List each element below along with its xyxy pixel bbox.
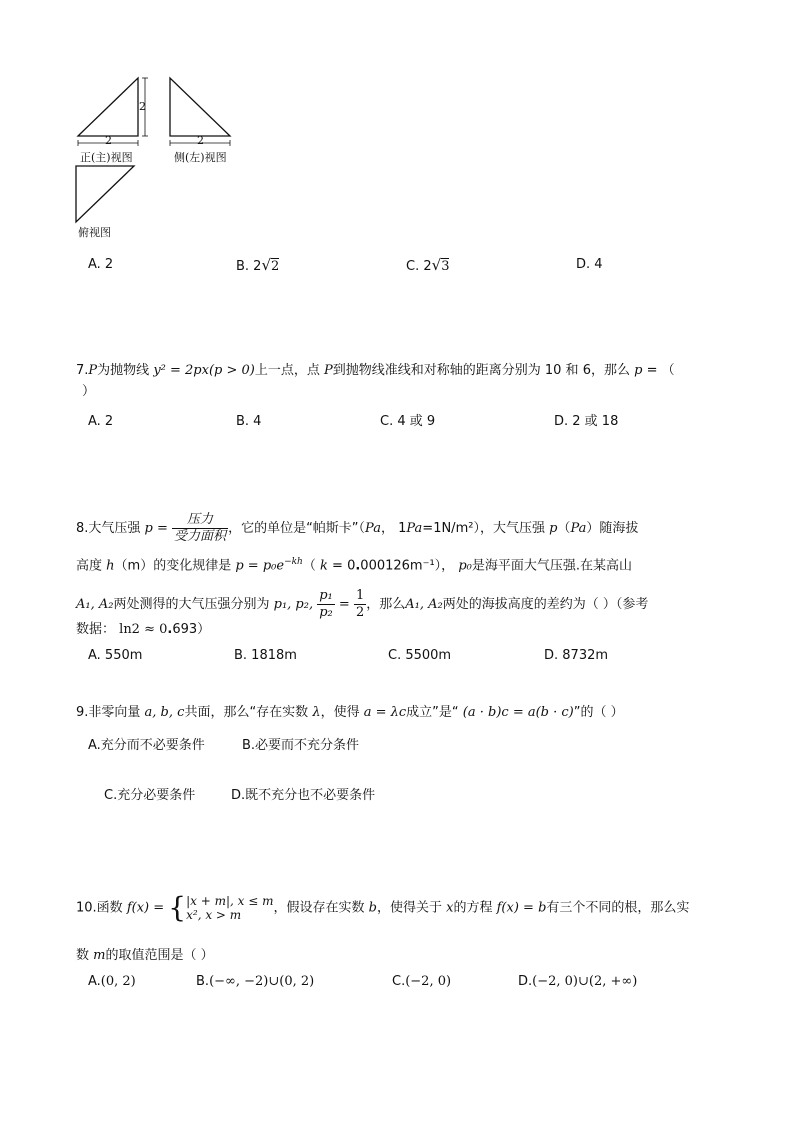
- q8-p0: p₀: [458, 558, 472, 574]
- q8-l2-text-e: 000126m⁻¹），: [360, 558, 455, 574]
- q8-pressure-fraction: [172, 512, 228, 545]
- q6-option-c-radicand: 3: [441, 259, 450, 274]
- q7-option-a: A. 2: [88, 414, 114, 429]
- q8-ratio-den: p₂: [319, 605, 333, 620]
- q10-equation: f(x) = b: [496, 900, 547, 916]
- q9-stem: [76, 705, 624, 721]
- q9-text-3: ，使得: [320, 705, 360, 720]
- q8-a1a2-2: A₁, A₂: [405, 597, 443, 612]
- q8-l2-text-a: 高度: [76, 558, 103, 574]
- q6-option-c: [406, 257, 449, 275]
- q10-option-a-prefix: A.: [88, 974, 101, 989]
- q7-text-3: 到抛物线准线和对称轴的距离分别为 10 和 6，那么: [332, 363, 630, 378]
- q10-case-1: |x + m|, x ≤ m: [186, 894, 274, 908]
- q7-point-p: P: [88, 363, 98, 378]
- q9-option-d: D.既不充分也不必要条件: [231, 788, 376, 803]
- q8-ratio-fraction: [317, 588, 335, 621]
- q10-fx: f(x) =: [126, 900, 165, 916]
- q8-stem-line4: [76, 622, 210, 638]
- q8-ratio-num: p₁: [319, 588, 333, 603]
- q10-text-5: 有三个不同的根，那么实: [546, 900, 690, 916]
- q8-l3-text-e: 两处的海拔高度的差约为（ ）（参考: [442, 597, 649, 612]
- q7-text-1: 为抛物线: [97, 363, 150, 378]
- q6-option-c-prefix: C. 2: [406, 259, 432, 274]
- q8-text-2: ，它的单位是“帕斯卡”（: [228, 521, 366, 536]
- q10-var-m: m: [93, 948, 106, 963]
- q6-sqrt-symbol: √: [261, 256, 272, 274]
- top-view-triangle: [76, 166, 134, 222]
- q10-option-c-prefix: C.: [392, 974, 406, 989]
- q8-exponent: −kh: [284, 557, 303, 567]
- q8-stem-line1: [76, 512, 638, 545]
- q7-text-2: 上一点，点: [254, 363, 320, 378]
- q10-option-b: [196, 974, 314, 990]
- q6-sqrt-symbol-c: √: [431, 256, 442, 274]
- q8-pa-2: Pa: [406, 521, 423, 536]
- q10-text-2: ，假设存在实数: [273, 900, 365, 916]
- side-width-label: 2: [197, 134, 204, 147]
- q8-text-5: （: [557, 521, 571, 536]
- q8-l3-text-c: ，那么: [366, 597, 406, 612]
- q8-text-3: ， 1: [380, 521, 407, 536]
- q6-option-b-radicand: 2: [271, 259, 280, 274]
- q9-equation-1: a = λc: [363, 705, 407, 720]
- q8-stem-line2: [76, 554, 632, 574]
- q8-half-num: 1: [355, 588, 365, 603]
- q6-option-d: D. 4: [576, 257, 603, 272]
- side-view-label: 侧(左)视图: [174, 151, 227, 164]
- q8-l2-text-f: 是海平面大气压强.在某高山: [471, 558, 632, 574]
- q7-number: 7.: [76, 363, 89, 378]
- q8-half-fraction: [354, 588, 366, 621]
- q10-option-d-value: (−2, 0)∪(2, +∞): [532, 974, 638, 989]
- q9-vectors: a, b, c: [144, 705, 185, 720]
- q9-text-2: 共面，那么“存在实数: [184, 705, 309, 720]
- q7-option-b: B. 4: [236, 414, 262, 429]
- q8-ratio-equals: =: [338, 597, 350, 612]
- q10-var-b: b: [368, 900, 377, 916]
- q9-option-a: A.充分而不必要条件: [88, 738, 205, 753]
- q10-l2-text-a: 数: [76, 948, 90, 963]
- q8-l2-text-b: （m）的变化规律是: [114, 558, 232, 574]
- q8-p1p2: p₁, p₂,: [273, 597, 314, 612]
- q7-option-d: D. 2 或 18: [554, 414, 619, 429]
- q8-l3-text-b: 两处测得的大气压强分别为: [113, 597, 270, 612]
- q10-option-a: [88, 974, 136, 990]
- q9-option-b: B.必要而不充分条件: [242, 738, 360, 753]
- q9-text-4: 成立”是“: [406, 705, 459, 720]
- side-view-triangle: [170, 78, 230, 136]
- q10-text-3: ，使得关于: [376, 900, 442, 916]
- q8-l2-text-c: （: [302, 558, 316, 574]
- q7-parabola-equation: y² = 2px(p > 0): [153, 363, 255, 378]
- q10-var-x: x: [446, 900, 454, 916]
- q8-option-a: A. 550m: [88, 648, 143, 663]
- q6-option-a: A. 2: [88, 257, 114, 272]
- q8-fraction-numerator: 压力: [172, 512, 228, 529]
- q10-piecewise: [186, 894, 273, 922]
- q9-equation-2: (a · b)c = a(b · c): [462, 705, 574, 720]
- q8-l4-text-a: 数据：: [76, 622, 116, 637]
- q8-p: p: [549, 521, 558, 536]
- q10-stem-line1: [76, 891, 690, 924]
- q8-formula: p = p₀e: [235, 558, 285, 574]
- q10-option-a-value: (0, 2): [100, 974, 136, 989]
- q10-case-2: x², x > m: [186, 908, 242, 922]
- q9-text-5: ”的（ ）: [573, 705, 624, 720]
- q6-option-b: [236, 257, 279, 275]
- q8-text-4: =1N/m²），大气压强: [422, 521, 545, 536]
- front-view-triangle: [78, 78, 138, 136]
- q8-pa-3: Pa: [570, 521, 587, 536]
- q8-var-h: h: [106, 558, 115, 574]
- q7-stem-line2: ）: [82, 384, 96, 399]
- q10-stem-line2: [76, 948, 214, 964]
- q10-l2-text-b: 的取值范围是（ ）: [105, 948, 214, 963]
- q8-p-equals: p =: [144, 521, 168, 536]
- q8-option-b: B. 1818m: [234, 648, 297, 663]
- front-height-label: 2: [139, 100, 146, 113]
- q10-left-brace: {: [168, 891, 187, 924]
- q7-var-p: p: [634, 363, 643, 378]
- q10-option-c-value: (−2, 0): [405, 974, 452, 989]
- q10-option-c: [392, 974, 451, 990]
- q10-option-b-value: (−∞, −2)∪(0, 2): [209, 974, 315, 989]
- q8-var-k: k: [320, 558, 328, 574]
- q8-option-c: C. 5500m: [388, 648, 452, 663]
- top-view-label: 俯视图: [78, 226, 111, 239]
- q8-text-6: ）随海拔: [586, 521, 639, 536]
- q8-ln2: ln2 ≈ 0: [119, 622, 168, 637]
- q8-l4-text-b: 693）: [172, 622, 211, 637]
- q8-text-1: 8.大气压强: [76, 521, 141, 536]
- q7-stem: [76, 363, 675, 379]
- q10-text-4: 的方程: [453, 900, 493, 916]
- q10-option-d-prefix: D.: [518, 974, 533, 989]
- q8-stem-line3: [76, 588, 648, 621]
- q9-lambda: λ: [312, 705, 321, 720]
- q9-option-c: C.充分必要条件: [104, 788, 196, 803]
- q10-option-b-prefix: B.: [196, 974, 210, 989]
- q10-text-1: 10.函数: [76, 900, 123, 916]
- q6-option-b-prefix: B. 2: [236, 259, 262, 274]
- q8-dot: .: [355, 558, 361, 574]
- q10-option-d: [518, 974, 637, 990]
- q9-text-1: 9.非零向量: [76, 705, 141, 720]
- q7-option-c: C. 4 或 9: [380, 414, 436, 429]
- q8-a1a2: A₁, A₂: [76, 597, 114, 612]
- q7-point-p-2: P: [324, 363, 333, 378]
- q8-dot-2: .: [167, 622, 173, 637]
- q7-text-4: = （: [642, 363, 675, 378]
- q8-half-den: 2: [355, 605, 365, 620]
- q8-fraction-denominator: 受力面积: [174, 529, 227, 544]
- q8-option-d: D. 8732m: [544, 648, 609, 663]
- q8-pa-1: Pa: [365, 521, 381, 536]
- front-view-label: 正(主)视图: [80, 151, 133, 164]
- q8-l2-text-d: = 0: [327, 558, 356, 574]
- front-width-label: 2: [105, 134, 112, 147]
